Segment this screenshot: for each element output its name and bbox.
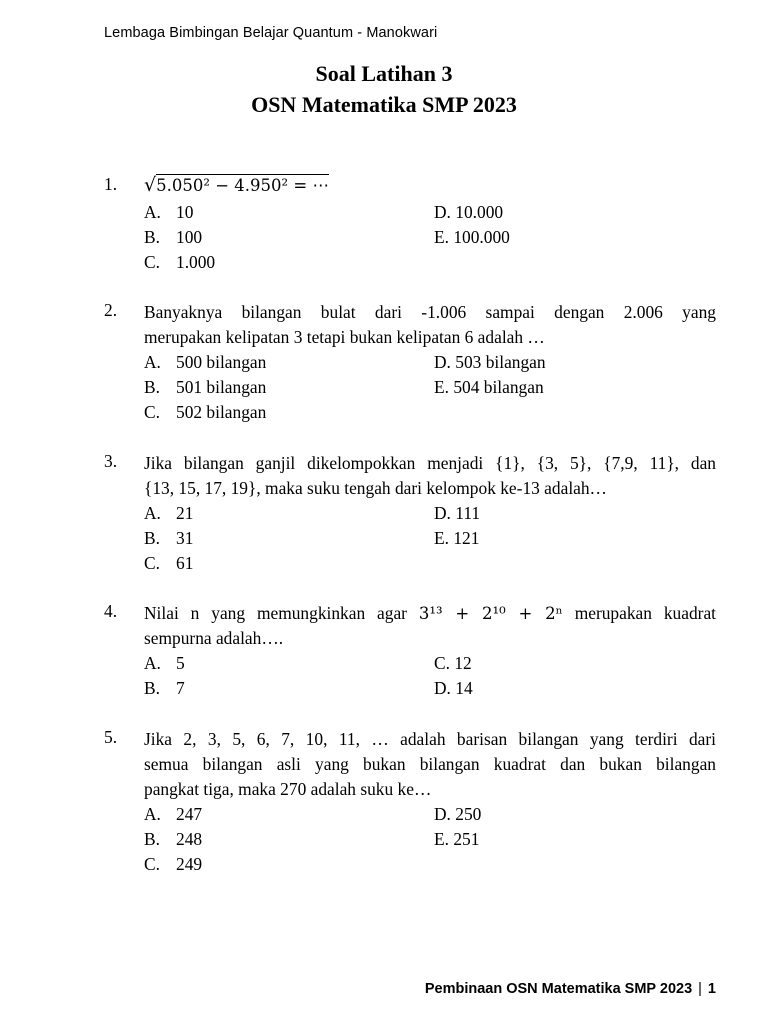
option-b[interactable]: [144, 827, 202, 852]
option-a[interactable]: [144, 651, 185, 676]
option-text: 111: [455, 503, 481, 523]
option-letter: B.: [144, 528, 160, 548]
question-2: [104, 300, 716, 426]
footer-separator: |: [698, 981, 702, 997]
option-e[interactable]: [434, 526, 479, 551]
option-letter: E.: [434, 227, 449, 247]
option-text: 251: [453, 829, 480, 849]
option-letter: D.: [434, 678, 451, 698]
stem-text: merupakan kuadrat: [574, 603, 716, 623]
option-c[interactable]: [144, 250, 215, 275]
question-5: [104, 727, 716, 878]
option-a[interactable]: [144, 802, 202, 827]
question-number: 3.: [104, 451, 118, 471]
page-number: 1: [707, 981, 716, 997]
option-text: 61: [176, 553, 194, 573]
option-text: 250: [455, 804, 482, 824]
document-subtitle: OSN Matematika SMP 2023: [251, 92, 517, 117]
option-c[interactable]: [434, 651, 472, 676]
answer-options: [144, 501, 716, 577]
question-number: 4.: [104, 601, 118, 621]
option-letter: E.: [434, 377, 449, 397]
option-letter: A.: [144, 804, 161, 824]
option-d[interactable]: [434, 676, 473, 701]
option-text: 10: [176, 202, 194, 222]
option-a[interactable]: [144, 200, 193, 225]
option-a[interactable]: [144, 350, 266, 375]
option-a[interactable]: [144, 501, 193, 526]
option-text: 1.000: [176, 252, 216, 272]
option-e[interactable]: [434, 225, 510, 250]
option-text: 5: [176, 653, 185, 673]
question-stem-line: Banyaknya bilangan bulat dari -1.006 sampai dengan 2.006 yang: [144, 302, 716, 322]
question-number: 2.: [104, 300, 118, 320]
option-letter: A.: [144, 503, 161, 523]
option-c[interactable]: [144, 400, 266, 425]
question-stem-line: merupakan kelipatan 3 tetapi bukan kelipatan 6 adalah …: [144, 327, 545, 347]
option-text: 249: [176, 854, 203, 874]
option-letter: C.: [144, 402, 160, 422]
option-d[interactable]: [434, 501, 480, 526]
question-stem-line: Jika bilangan ganjil dikelompokkan menjadi {1}, {3, 5}, {7,9, 11}, dan: [144, 453, 716, 473]
option-c[interactable]: [144, 551, 193, 576]
option-text: 501 bilangan: [176, 377, 267, 397]
question-4: [104, 601, 716, 701]
question-stem-line: sempurna adalah….: [144, 628, 284, 648]
option-b[interactable]: [144, 526, 193, 551]
option-d[interactable]: [434, 802, 481, 827]
question-stem-line: {13, 15, 17, 19}, maka suku tengah dari kelompok ke-13 adalah…: [144, 478, 607, 498]
question-1: [104, 173, 716, 276]
option-letter: E.: [434, 528, 449, 548]
option-c[interactable]: [144, 852, 202, 877]
question-stem-line: Jika 2, 3, 5, 6, 7, 10, 11, … adalah barisan bilangan yang terdiri dari: [144, 729, 716, 749]
option-d[interactable]: [434, 350, 546, 375]
option-letter: C.: [144, 854, 160, 874]
option-letter: B.: [144, 829, 160, 849]
option-b[interactable]: [144, 676, 185, 701]
math-expression: 3¹³ + 2¹⁰ + 2ⁿ: [418, 604, 563, 623]
option-letter: A.: [144, 202, 161, 222]
stem-text: Nilai n yang memungkinkan agar: [144, 603, 407, 623]
answer-options: [144, 200, 716, 276]
question-stem-line: semua bilangan asli yang bukan bilangan kuadrat dan bukan bilangan: [144, 754, 716, 774]
option-text: 100.000: [453, 227, 510, 247]
answer-options: [144, 651, 716, 701]
answer-options: [144, 802, 716, 878]
option-text: 14: [455, 678, 473, 698]
question-number: 5.: [104, 727, 118, 747]
option-text: 500 bilangan: [176, 352, 267, 372]
question-stem: [144, 173, 716, 200]
option-e[interactable]: [434, 827, 479, 852]
option-letter: C.: [144, 252, 160, 272]
option-b[interactable]: [144, 375, 266, 400]
option-letter: D.: [434, 352, 451, 372]
option-text: 502 bilangan: [176, 402, 267, 422]
option-letter: B.: [144, 227, 160, 247]
option-text: 12: [454, 653, 472, 673]
option-letter: C.: [434, 653, 450, 673]
option-text: 248: [176, 829, 203, 849]
sqrt-expression: [144, 173, 329, 198]
radical-sign-icon: √: [144, 174, 157, 196]
option-letter: C.: [144, 553, 160, 573]
option-text: 121: [453, 528, 480, 548]
option-text: 7: [176, 678, 185, 698]
option-letter: E.: [434, 829, 449, 849]
question-number: 1.: [104, 174, 118, 194]
option-letter: D.: [434, 202, 451, 222]
option-letter: A.: [144, 352, 161, 372]
question-stem-line: [144, 601, 716, 626]
question-stem-line: pangkat tiga, maka 270 adalah suku ke…: [144, 779, 432, 799]
option-text: 21: [176, 503, 194, 523]
footer-text: Pembinaan OSN Matematika SMP 2023: [424, 981, 693, 997]
option-text: 31: [176, 528, 194, 548]
option-text: 100: [176, 227, 203, 247]
institution-header: Lembaga Bimbingan Belajar Quantum - Manokwari: [104, 25, 438, 41]
question-3: [104, 451, 716, 577]
option-letter: B.: [144, 678, 160, 698]
option-b[interactable]: [144, 225, 202, 250]
option-text: 503 bilangan: [455, 352, 546, 372]
option-letter: D.: [434, 503, 451, 523]
page-footer: [425, 981, 716, 997]
option-text: 504 bilangan: [453, 377, 544, 397]
option-letter: B.: [144, 377, 160, 397]
answer-options: [144, 350, 716, 426]
math-expression: 5.050² − 4.950² = ⋯: [156, 176, 329, 195]
option-letter: A.: [144, 653, 161, 673]
option-text: 247: [176, 804, 203, 824]
document-title: Soal Latihan 3: [315, 61, 453, 86]
option-letter: D.: [434, 804, 451, 824]
option-text: 10.000: [455, 202, 504, 222]
option-d[interactable]: [434, 200, 503, 225]
option-e[interactable]: [434, 375, 544, 400]
